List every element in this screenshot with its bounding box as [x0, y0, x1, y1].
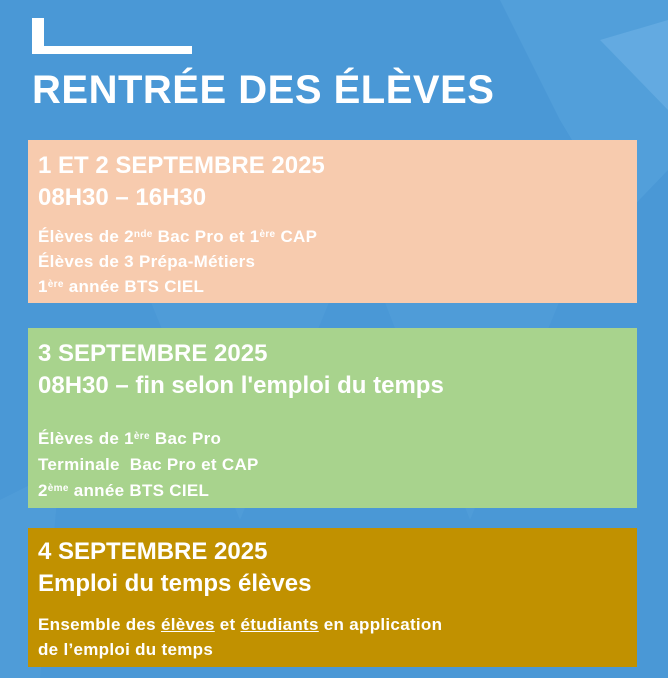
page-title: RENTRÉE DES ÉLÈVES	[32, 68, 495, 112]
card1-hours: 08H30 – 16H30	[38, 184, 207, 211]
card1-line1: Élèves de 2nde Bac Pro et 1ère CAP	[38, 227, 318, 246]
card2-line1: Élèves de 1ère Bac Pro	[38, 429, 222, 448]
card-september-4	[28, 528, 637, 667]
card1-line2: Élèves de 3 Prépa-Métiers	[38, 252, 256, 271]
card2-date: 3 SEPTEMBRE 2025	[38, 340, 268, 367]
title-bracket-decoration	[32, 18, 192, 54]
card2-line2: Terminale Bac Pro et CAP	[38, 455, 259, 474]
card3-subtitle: Emploi du temps élèves	[38, 570, 312, 597]
card2-hours: 08H30 – fin selon l'emploi du temps	[38, 372, 444, 399]
card-september-1-2	[28, 140, 637, 303]
card3-date: 4 SEPTEMBRE 2025	[38, 538, 268, 565]
card-september-3	[28, 328, 637, 508]
card1-line3: 1ère année BTS CIEL	[38, 277, 205, 296]
card3-line1: Ensemble des élèves et étudiants en application	[38, 615, 443, 634]
card1-date: 1 ET 2 SEPTEMBRE 2025	[38, 152, 325, 179]
card3-line2: de l’emploi du temps	[38, 640, 214, 659]
card2-line3: 2ème année BTS CIEL	[38, 481, 210, 500]
